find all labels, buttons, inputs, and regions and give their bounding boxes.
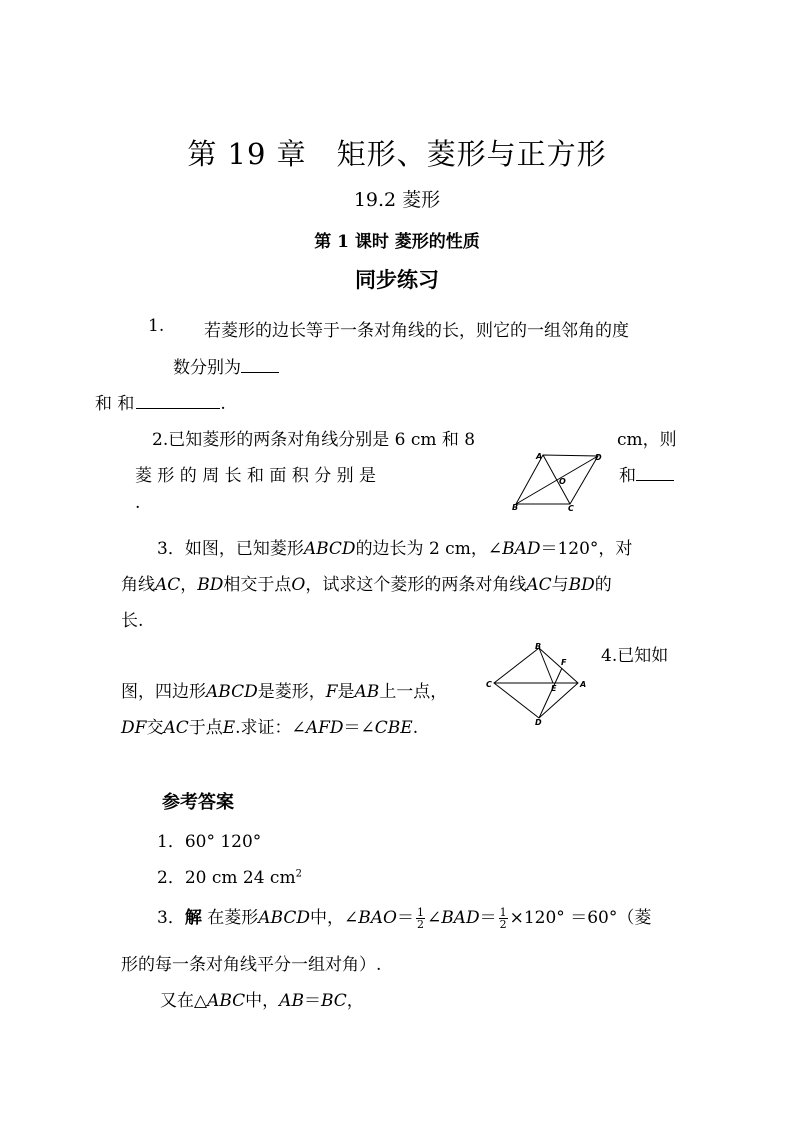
q3-ac: AC bbox=[155, 575, 181, 595]
q3-line3: 长. bbox=[121, 611, 144, 631]
q1-line3 bbox=[95, 389, 226, 414]
a3-text-10: ， bbox=[346, 991, 364, 1011]
answer-2 bbox=[157, 863, 302, 888]
q4-text-2: 是菱形， bbox=[257, 682, 326, 702]
fig1-label-a: A bbox=[536, 452, 543, 461]
a3-bc: BC bbox=[320, 991, 347, 1011]
a3-text-7: 又在△ bbox=[160, 991, 208, 1011]
a3-bao: BAO bbox=[358, 908, 397, 928]
rhombus-figure-1 bbox=[510, 448, 610, 512]
q4-df: DF bbox=[121, 718, 147, 738]
fig1-label-d: D bbox=[595, 453, 602, 462]
q1-blank-2[interactable] bbox=[136, 392, 220, 409]
a3-frac1-num: 1 bbox=[416, 906, 424, 919]
q1-line2-text: 数分别为 bbox=[173, 358, 241, 378]
q3-text-1: 3．如图，已知菱形 bbox=[157, 539, 304, 559]
q2-line2-right bbox=[619, 461, 674, 486]
q4-text-9: . bbox=[412, 718, 419, 738]
practice-heading: 同步练习 bbox=[355, 267, 439, 292]
q2-dot: . bbox=[135, 493, 141, 513]
q2-line2: 菱 形 的 周 长 和 面 积 分 别 是 bbox=[135, 466, 377, 486]
q3-text-2: 的边长为 2 cm，∠ bbox=[355, 539, 503, 559]
q2-and: 和 bbox=[619, 466, 636, 486]
q1-line1: 若菱形的边长等于一条对角线的长，则它的一组邻角的度 bbox=[204, 321, 629, 341]
a3-text-9: ＝ bbox=[303, 991, 321, 1011]
q4-text-8: ＝∠ bbox=[343, 718, 375, 738]
a3-abc: ABC bbox=[207, 991, 246, 1011]
answers-heading: 参考答案 bbox=[162, 792, 234, 813]
q3-ac-2: AC bbox=[526, 575, 552, 595]
q2-unit: cm，则 bbox=[617, 430, 677, 450]
a3-fraction-1 bbox=[416, 907, 425, 930]
q3-abcd: ABCD bbox=[303, 539, 356, 559]
q4-ac: AC bbox=[163, 718, 189, 738]
q3-text-7: ，试求这个菱形的两条对角线 bbox=[305, 575, 527, 595]
a3-text-2: 中，∠ bbox=[309, 908, 359, 928]
fig1-label-b: B bbox=[512, 503, 519, 512]
q4-line1 bbox=[121, 677, 447, 702]
q3-text-9: 的 bbox=[594, 575, 612, 595]
q3-o: O bbox=[291, 575, 306, 595]
q4-text-1: 图，四边形 bbox=[121, 682, 206, 702]
fig1-label-c: C bbox=[568, 504, 574, 512]
q3-text-5: ， bbox=[180, 575, 198, 595]
section-title: 19.2 菱形 bbox=[353, 189, 441, 211]
q3-text-6: 相交于点 bbox=[223, 575, 292, 595]
q3-line1 bbox=[157, 534, 632, 559]
answer-3-line3 bbox=[160, 986, 364, 1011]
q4-line0: 4.已知如 bbox=[601, 646, 669, 666]
q1-blank-1[interactable] bbox=[241, 356, 279, 373]
fig2-label-b: B bbox=[535, 642, 542, 651]
q3-text-3: ＝120°，对 bbox=[540, 539, 633, 559]
fig2-label-d: D bbox=[535, 718, 542, 726]
a3-bad: BAD bbox=[441, 908, 480, 928]
fig1-label-o: O bbox=[559, 477, 566, 486]
q3-bad: BAD bbox=[502, 539, 541, 559]
a3-abcd: ABCD bbox=[258, 908, 310, 928]
rhombus-figure-2 bbox=[484, 640, 590, 726]
q4-ab: AB bbox=[354, 682, 380, 702]
a3-num: 3． bbox=[157, 908, 185, 928]
answer-2-text: 2．20 cm 24 cm bbox=[157, 868, 296, 888]
fig2-label-a: A bbox=[580, 680, 587, 689]
q1-number: 1. bbox=[148, 316, 165, 336]
q2-blank[interactable] bbox=[636, 464, 674, 481]
fig2-label-f: F bbox=[561, 658, 567, 667]
a3-frac1-den: 2 bbox=[416, 918, 424, 931]
q3-text-8: 与 bbox=[551, 575, 569, 595]
q4-text-3: 是 bbox=[337, 682, 355, 702]
fig2-label-e: E bbox=[551, 684, 557, 693]
answer-3-line2: 形的每一条对角线平分一组对角）. bbox=[121, 955, 382, 975]
q4-line2 bbox=[121, 713, 418, 738]
q1-line2 bbox=[173, 353, 279, 378]
q4-text-6: 于点 bbox=[188, 718, 223, 738]
q4-text-5: 交 bbox=[146, 718, 164, 738]
q4-text-7: .求证：∠ bbox=[235, 718, 306, 738]
fig2-label-c: C bbox=[486, 680, 492, 689]
a3-text-5: ＝ bbox=[479, 908, 497, 928]
q4-f: F bbox=[325, 682, 338, 702]
chapter-title: 第 19 章 矩形、菱形与正方形 bbox=[187, 137, 607, 171]
q3-bd-2: BD bbox=[568, 575, 595, 595]
a3-text-4: ∠ bbox=[426, 908, 442, 928]
q4-text-4: 上一点， bbox=[379, 682, 448, 702]
a3-text-6: ×120° ＝60°（菱 bbox=[509, 908, 652, 928]
a3-text-3: ＝ bbox=[396, 908, 414, 928]
q3-line2 bbox=[121, 570, 612, 595]
q2-line1: 2.已知菱形的两条对角线分别是 6 cm 和 8 bbox=[152, 430, 476, 450]
q4-abcd: ABCD bbox=[206, 682, 258, 702]
a3-text-1: 在菱形 bbox=[207, 908, 259, 928]
q4-afd: AFD bbox=[305, 718, 344, 738]
a3-jie: 解 bbox=[184, 908, 202, 928]
answer-3-line1 bbox=[157, 903, 651, 930]
q3-text-4: 角线 bbox=[121, 575, 155, 595]
q4-cbe: CBE bbox=[374, 718, 413, 738]
q1-period: . bbox=[220, 394, 226, 414]
a3-text-8: 中， bbox=[245, 991, 280, 1011]
a3-frac2-num: 1 bbox=[499, 906, 507, 919]
a3-frac2-den: 2 bbox=[499, 918, 507, 931]
q4-e: E bbox=[222, 718, 236, 738]
answer-1: 1．60° 120° bbox=[157, 832, 262, 852]
answer-2-superscript: 2 bbox=[295, 868, 302, 880]
lesson-title: 第 1 课时 菱形的性质 bbox=[314, 232, 480, 252]
q1-line3-text: 和 和 bbox=[95, 394, 135, 414]
q3-bd: BD bbox=[197, 575, 224, 595]
a3-fraction-2 bbox=[499, 907, 508, 930]
a3-ab: AB bbox=[279, 991, 304, 1011]
